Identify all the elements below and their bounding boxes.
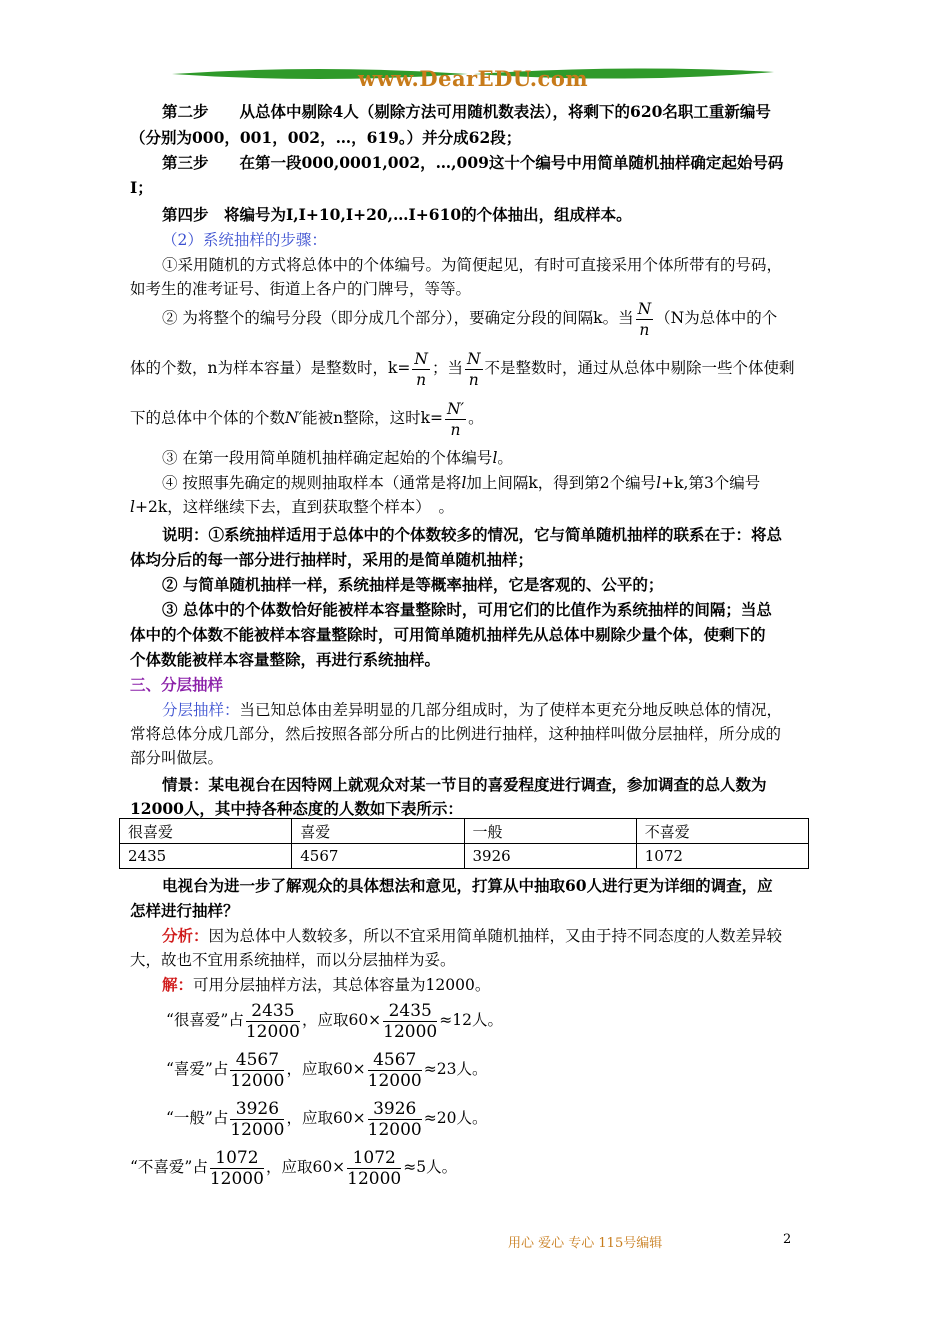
calc-fraction [347, 1148, 401, 1189]
step4-line: 第四步 将编号为I,I+10,I+20,…I+610的个体抽出，组成样本。 [162, 205, 632, 224]
frac-num: N′ [446, 399, 465, 418]
calc-result: ≈23人。 [423, 1060, 488, 1078]
frac-num: 1072 [210, 1148, 264, 1169]
calc-fraction [210, 1148, 264, 1189]
note1-line2: 体均分后的每一部分进行抽样时，采用的是简单随机抽样； [130, 550, 534, 569]
frac-den: 12000 [230, 1119, 285, 1140]
frac-num: N [637, 299, 652, 318]
s4a-mid: 加上间隔k，得到第2个编号 [466, 474, 657, 492]
fraction-N-over-n [465, 349, 483, 390]
solution-label: 解： [162, 975, 194, 994]
question-line1: 电视台为进一步了解观众的具体想法和意见，打算从中抽取60人进行更为详细的调查，应 [162, 876, 773, 895]
stratified-text: 当已知总体由差异明显的几部分组成时，为了使样本更充分地反映总体的情况， [239, 701, 783, 719]
systematic-steps-title: （2）系统抽样的步骤： [162, 231, 327, 249]
table-cell: 4567 [292, 844, 464, 869]
s2b-text: 体的个数，n为样本容量）是整数时，k= [130, 359, 411, 377]
s2c-post-text: 。 [468, 409, 484, 427]
step3-line2: I； [130, 178, 153, 197]
frac-num: N [466, 349, 481, 368]
frac-den: 12000 [230, 1070, 285, 1091]
frac-num: 2435 [383, 1001, 437, 1022]
s2c-mid-text: 能被n整除，这时k= [302, 409, 443, 427]
s2a-text: ② 为将整个的编号分段（即分成几个部分），要确定分段的间隔k。当 [162, 309, 634, 327]
table-cell: 1072 [636, 844, 808, 869]
calc-fraction [368, 1050, 422, 1091]
s2c-text: 下的总体中个体的个数 [130, 409, 286, 427]
stratified-def-line3: 部分叫做层。 [130, 749, 224, 767]
stratified-def-line1 [130, 698, 862, 722]
sys-step2-line1 [130, 298, 862, 340]
calc-fraction [230, 1099, 284, 1140]
stratified-def-line2: 常将总体分成几部分，然后按照各部分所占的比例进行抽样，这种抽样叫做分层抽样，所分成的 [130, 725, 782, 743]
s4a-end: +k,第3个编号 [661, 474, 761, 492]
frac-den: 12000 [367, 1070, 422, 1091]
page-number: 2 [783, 1232, 792, 1247]
s2b-post-text: 不是整数时，通过从总体中剔除一些个体使剩 [484, 359, 795, 377]
sys-step2-line2 [130, 348, 830, 390]
table-cell: 一般 [464, 819, 636, 844]
var-l: l [492, 449, 498, 467]
frac-num: 4567 [230, 1050, 284, 1071]
sys-step4-line2 [130, 495, 830, 519]
footer-text: 用心 爱心 专心 115号编辑 [508, 1236, 663, 1251]
analysis-text: 因为总体中人数较多，所以不宜采用简单随机抽样，又由于持不同态度的人数差异较 [208, 927, 783, 945]
frac-num: 2435 [246, 1001, 300, 1022]
note3-line3: 个体数能被样本容量整除，再进行系统抽样。 [130, 650, 441, 669]
s4b-end: +2k，这样继续下去，直到获取整个样本） 。 [134, 498, 454, 516]
note2-line: ② 与简单随机抽样一样，系统抽样是等概率抽样，它是客观的、公平的； [162, 575, 664, 594]
var-l: l [130, 498, 135, 516]
N-prime: N′ [285, 409, 303, 427]
table-cell: 很喜爱 [120, 819, 292, 844]
frac-den: 12000 [347, 1168, 402, 1189]
calc-result: ≈5人。 [403, 1158, 458, 1176]
calc-label: “一般”占 [166, 1109, 229, 1127]
step2-line1: 第二步 从总体中剔除4人（剔除方法可用随机数表法），将剩下的620名职工重新编号 [162, 102, 771, 121]
note1-line1: 说明：①系统抽样适用于总体中的个体数较多的情况，它与简单随机抽样的联系在于：将总 [162, 525, 783, 544]
stratified-label: 分层抽样： [162, 701, 240, 719]
s4a-text: ④ 按照事先确定的规则抽取样本（通常是将 [162, 474, 462, 492]
var-l: l [461, 474, 467, 492]
fraction-N-over-n [412, 349, 430, 390]
calc-fraction [246, 1001, 300, 1042]
sys-step1-line2: 如考生的准考证号、街道上各户的门牌号，等等。 [130, 280, 472, 298]
calc-row [166, 998, 866, 1042]
frac-den: 12000 [209, 1168, 264, 1189]
table-cell: 3926 [464, 844, 636, 869]
fraction-Nprime-over-n [445, 399, 466, 440]
note3-line2: 体中的个体数不能被样本容量整除时，可用简单随机抽样先从总体中剔除少量个体，使剩下的 [130, 625, 766, 644]
s2a-post-text: （N为总体中的个 [655, 309, 778, 327]
calc-mid: ，应取60× [265, 1158, 346, 1176]
frac-den: 12000 [367, 1119, 422, 1140]
s3-text: ③ 在第一段用简单随机抽样确定起始的个体编号 [162, 449, 493, 467]
analysis-line2: 大，故也不宜用系统抽样，而以分层抽样为妥。 [130, 951, 456, 969]
calc-row [166, 1096, 866, 1140]
calc-mid: ，应取60× [301, 1011, 382, 1029]
table-cell: 不喜爱 [636, 819, 808, 844]
calc-label: “很喜爱”占 [166, 1011, 244, 1029]
sys-step1-line1: ①采用随机的方式将总体中的个体编号。为简便起见，有时可直接采用个体所带有的号码， [162, 256, 783, 274]
calc-label: “喜爱”占 [166, 1060, 229, 1078]
step2-line2: （分别为000，001，002，…，619。）并分成62段； [130, 128, 522, 147]
table-cell: 2435 [120, 844, 292, 869]
solution-line [130, 973, 862, 997]
frac-num: N [414, 349, 428, 368]
question-line2: 怎样进行抽样？ [130, 901, 239, 920]
calc-label: “不喜爱”占 [130, 1158, 208, 1176]
frac-num: 4567 [368, 1050, 422, 1071]
frac-den: 12000 [383, 1021, 438, 1042]
scenario-line1: 情景：某电视台在因特网上就观众对某一节目的喜爱程度进行调查，参加调查的总人数为 [162, 775, 767, 794]
fraction-N-over-n [636, 299, 654, 340]
s3-end: 。 [497, 449, 513, 467]
calc-result: ≈20人。 [423, 1109, 488, 1127]
frac-den: n [450, 420, 461, 439]
scenario-line2: 12000人，其中持各种态度的人数如下表所示： [130, 799, 463, 818]
site-logo[interactable]: www.DearEDU.com [357, 66, 589, 91]
calc-row [130, 1145, 830, 1189]
table-header-row [120, 819, 809, 844]
table-cell: 喜爱 [292, 819, 464, 844]
solution-text: 可用分层抽样方法，其总体容量为12000。 [193, 976, 491, 994]
sys-step2-line3 [130, 398, 830, 440]
table-row [120, 844, 809, 869]
analysis-label: 分析： [162, 926, 209, 945]
calc-row [166, 1047, 866, 1091]
calc-result: ≈12人。 [439, 1011, 503, 1029]
calc-mid: ，应取60× [286, 1060, 366, 1078]
frac-den: n [639, 320, 650, 339]
frac-den: n [416, 370, 427, 389]
analysis-line1 [130, 924, 862, 948]
site-header [168, 62, 778, 96]
frac-den: n [468, 370, 479, 389]
attitude-table [119, 818, 809, 869]
var-l: l [656, 474, 662, 492]
sys-step3-line [130, 446, 862, 470]
step3-line1: 第三步 在第一段000,0001,002，…,009这十个编号中用简单随机抽样确定起始号码 [162, 153, 784, 172]
calc-fraction [368, 1099, 422, 1140]
frac-den: 12000 [245, 1021, 300, 1042]
section3-heading: 三、分层抽样 [130, 675, 224, 694]
note3-line1: ③ 总体中的个体数恰好能被样本容量整除时，可用它们的比值作为系统抽样的间隔；当总 [162, 600, 772, 619]
s2b-mid-text: ；当 [431, 359, 463, 377]
sys-step4-line1 [130, 471, 862, 495]
frac-num: 3926 [368, 1099, 422, 1120]
calc-mid: ，应取60× [286, 1109, 366, 1127]
calc-fraction [383, 1001, 437, 1042]
frac-num: 3926 [230, 1099, 284, 1120]
calc-fraction [230, 1050, 284, 1091]
frac-num: 1072 [347, 1148, 401, 1169]
